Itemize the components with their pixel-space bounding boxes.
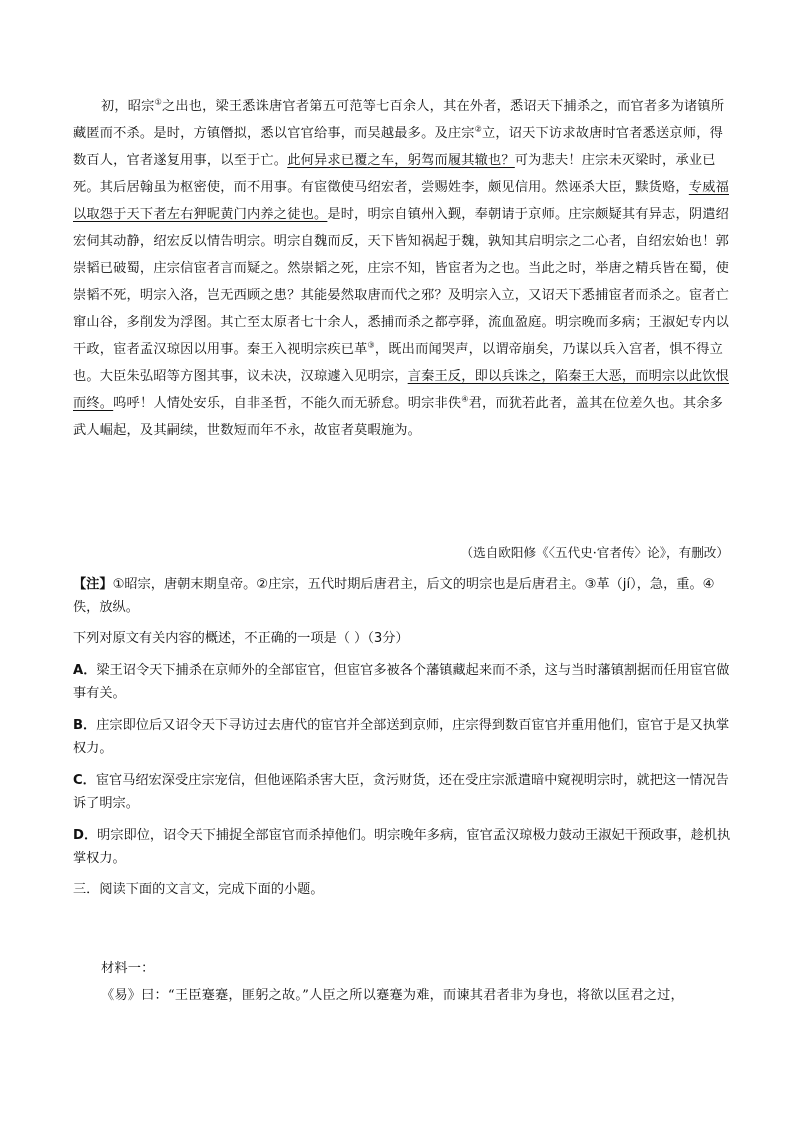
option-d (73, 824, 733, 870)
question-stem: 下列对原文有关内容的概述，不正确的一项是（ ）（3分） (73, 631, 409, 646)
passage-text: 呜呼！人情处安乐，自非圣哲，不能久而无骄怠。明宗非佚 (113, 396, 462, 411)
option-text: 梁王诏令天下捕杀在京师外的全部宦官，但宦官多被各个藩镇藏起来而不杀，这与当时藩镇割据而任用宦官做事有关。 (73, 663, 730, 701)
option-text: 明宗即位，诏令天下捕捉全部宦官而杀掉他们。明宗晚年多病，宦官孟汉琼极力鼓动王淑妃干预政事，趁机执掌权力。 (73, 828, 731, 866)
annotation-text: ①昭宗，唐朝末期皇帝。②庄宗，五代时期后唐君主，后文的明宗也是后唐君主。③革（jí），急，重。④佚，放纵。 (73, 577, 715, 615)
footnote-marker: ① (154, 97, 162, 107)
passage-text: 是时，明宗自镇州入觐，奉朝请于京师。庄宗颇疑其有异志，阴遣绍宏伺其动静，绍宏反以情告明宗。明宗自魏而反，天下皆知祸起于魏，孰知其启明宗之二心者，自绍宏始也！郭崇韬已破蜀，庄宗信宦者言而疑之。然崇韬之死，庄宗不知，皆宦者为之也。当此之时，举唐之精兵皆在蜀，使崇韬不死，明宗入洛，岂无西顾之患？其能晏然取唐而代之邪？及明宗入立，又诏天下悉捕宦者而杀之。宦者亡窜山谷，多削发为浮图。其亡至太原者七十余人，悉捕而杀之都亭驿，流血盈庭。明宗晚而多病；王淑妃专内以干政，宦者孟汉琼因以用事。秦王入视明宗疾已革 (73, 207, 729, 357)
passage-text: 立，诏天下访求故唐时官者悉送京师，得数百人，官者遂复用事，以至于亡。 (73, 126, 723, 168)
passage-text: 之出也，梁王悉诛唐官者第五可范等七百余人，其在外者，悉诏天下捕杀之，而官者多为诸镇所藏匿而不杀。是时，方镇僭拟，悉以官官给事，而吴越最多。及庄宗 (73, 99, 725, 141)
option-text: 宦官马绍宏深受庄宗宠信，但他诬陷杀害大臣，贪污财货，还在受庄宗派遣暗中窥视明宗时，就把这一情况告诉了明宗。 (73, 773, 729, 811)
passage-paragraph (73, 93, 729, 444)
underlined-sentence: 此何异求已覆之车，躬驾而履其辙也？ (287, 153, 515, 168)
footnote-marker: ② (474, 124, 482, 134)
option-c (73, 769, 733, 815)
material-body-text: 《易》曰：“王臣蹇蹇，匪躬之故。”人臣之所以蹇蹇为难，而谏其君者非为身也，将欲以匡君之过， (101, 988, 684, 1003)
option-text: 庄宗即位后又诏令天下寻访过去唐代的宦官并全部送到京师，庄宗得到数百宦官并重用他们，宦官于是又执掌权力。 (73, 718, 730, 756)
material-label-text: 材料一： (101, 961, 155, 976)
annotation (73, 573, 733, 619)
option-label: D． (73, 828, 98, 843)
underlined-sentence: 言秦王反，即以兵诛之，陷秦王大恶，而明宗以此饮恨而终。 (73, 369, 729, 411)
underlined-sentence: 专威福以取怨于天下者左右狎昵黄门内养之徒也。 (73, 180, 729, 222)
option-label: B． (73, 718, 97, 733)
passage-text: ，既出而闻哭声，以谓帝崩矣，乃谋以兵入宫者，惧不得立也。大臣朱弘昭等方图其事，议未决，汉琼遽入见明宗， (73, 342, 723, 384)
section-three-heading: 三．阅读下面的文言文，完成下面的小题。 (73, 882, 324, 897)
passage-text: 可为悲夫！庄宗未灭梁时，承业已死。其后居翰虽为枢密使，而不用事。有宦徵使马绍宏者，尝赐姓李，颇见信用。然诬杀大臣，黩货赂， (73, 153, 716, 195)
option-label: A． (73, 663, 97, 678)
annotation-label: 【注】 (73, 577, 113, 592)
passage-source: （选自欧阳修《〈五代史·官者传〉论》，有删改） (460, 545, 729, 560)
material-label (73, 955, 729, 982)
option-a (73, 659, 733, 705)
passage-text: 君，而犹若此者，盖其在位差久也。其余多武人崛起，及其嗣续，世数短而年不永，故宦者莫暇施为。 (73, 396, 723, 438)
option-label: C． (73, 773, 96, 788)
passage-text: 初，昭宗 (101, 99, 155, 114)
footnote-marker: ④ (461, 394, 469, 404)
footnote-marker: ③ (367, 340, 375, 350)
material-one (73, 955, 729, 1009)
option-b (73, 714, 733, 760)
classical-passage (73, 93, 729, 444)
material-text (73, 982, 729, 1009)
notes-and-question (73, 573, 733, 901)
